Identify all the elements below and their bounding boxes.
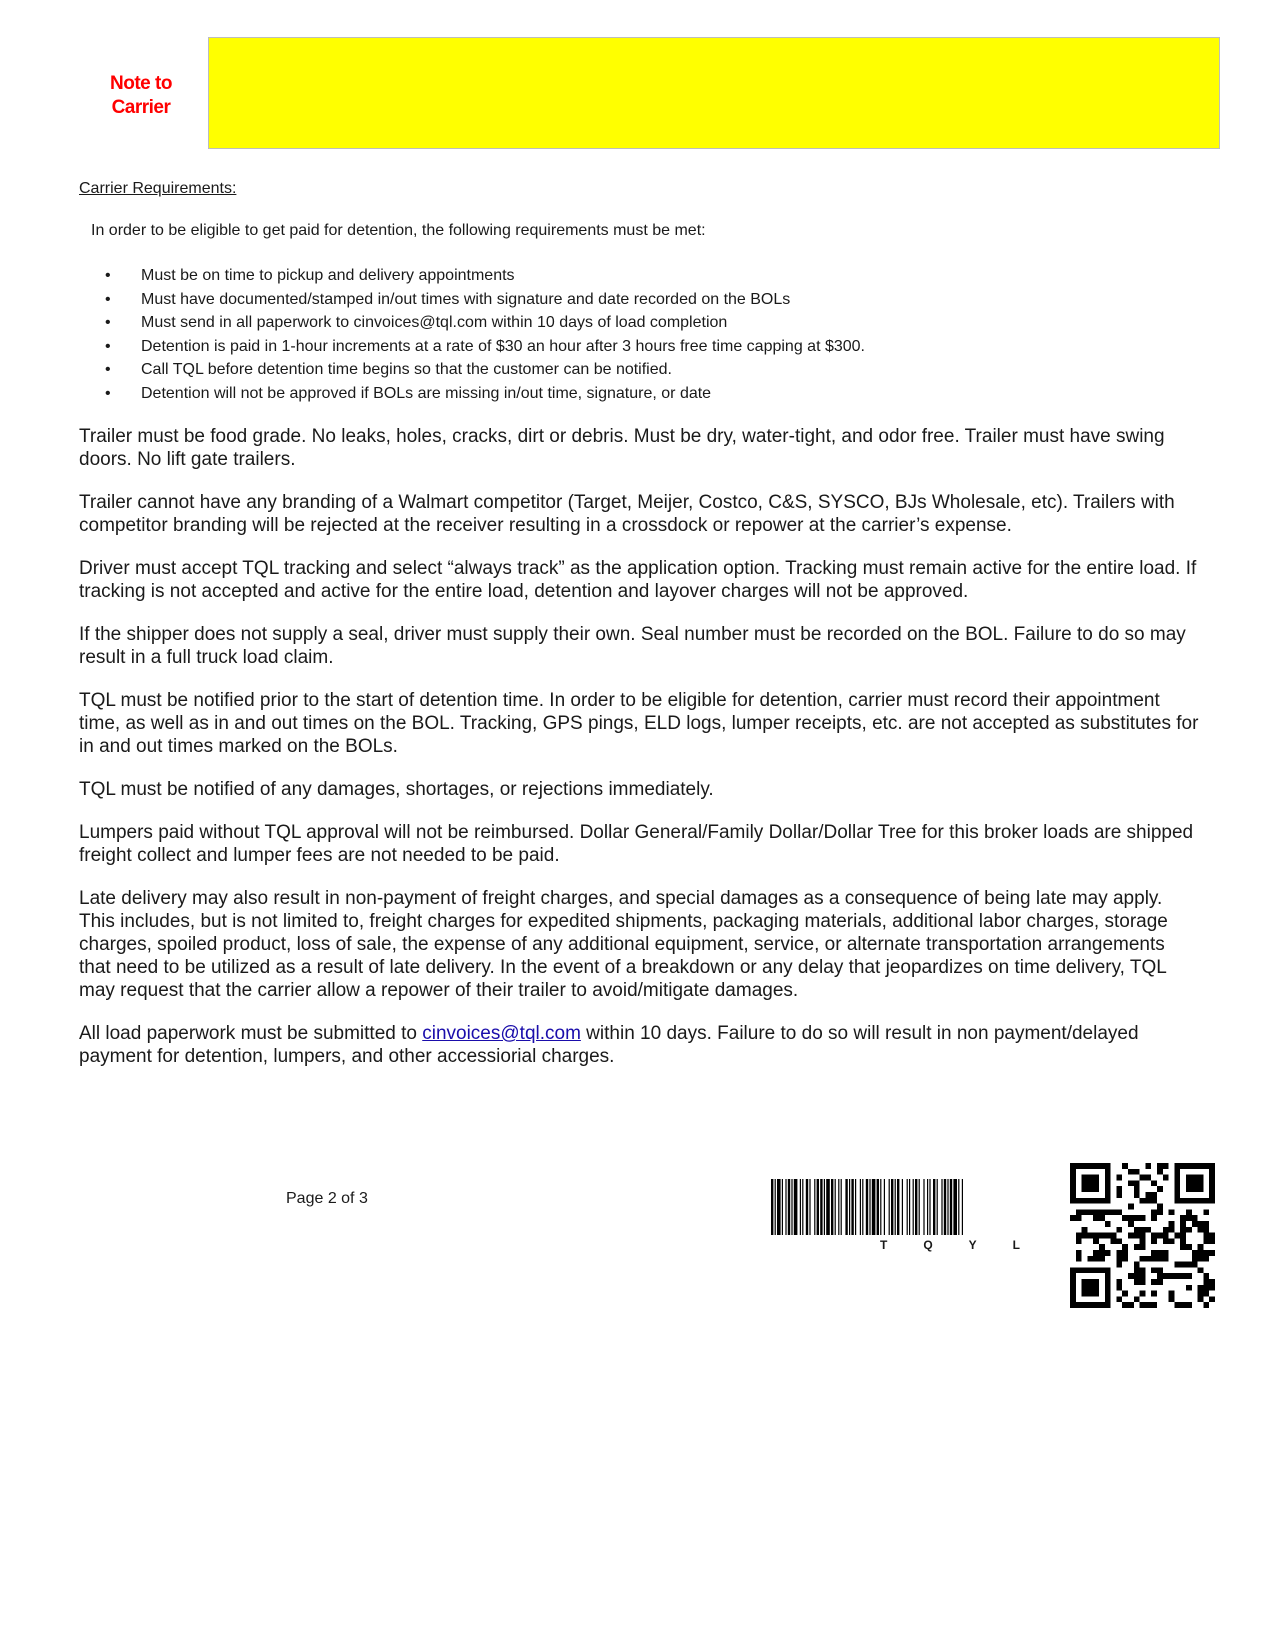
barcode-icon [771,1179,1056,1235]
qr-code-icon [1070,1163,1215,1308]
requirements-list [105,264,865,405]
requirement-text: Call TQL before detention time begins so that the customer can be notified. [141,361,672,378]
paperwork-text-before: All load paperwork must be submitted to [79,1023,423,1044]
requirements-intro: In order to be eligible to get paid for detention, the following requirements must be met: [91,222,706,239]
requirement-text: Must have documented/stamped in/out times with signature and date recorded on the BOLs [141,290,791,308]
bullet-icon: • [105,337,111,355]
requirement-text: Must be on time to pickup and delivery appointments [141,267,515,284]
cinvoices-email-link[interactable]: cinvoices@tql.com [422,1023,581,1044]
carrier-requirements-heading: Carrier Requirements: [79,180,237,197]
requirement-text: Must send in all paperwork to cinvoices@tql.com within 10 days of load completion [141,314,728,331]
note-to-carrier-label [86,72,196,120]
requirement-text: Detention will not be approved if BOLs are missing in/out time, signature, or date [141,384,712,402]
paragraph-damages: TQL must be notified of any damages, shortages, or rejections immediately. [79,779,714,800]
paragraph-detention-notice: TQL must be notified prior to the start of detention time. In order to be eligible for detention, carrier must record their appointment time, as well as in and out times on the BOL. Tracking, GPS pings, ELD logs, lumper receipts, etc. are not accepted as substitutes for in and out times marked on the BOLs. [79,690,1199,757]
requirement-item [105,288,865,312]
terms-body [79,425,1199,1088]
requirement-text: Detention is paid in 1-hour increments at a rate of $30 an hour after 3 hours free time capping at $300. [141,337,865,355]
bullet-icon: • [105,290,111,308]
paragraph-paperwork [79,1022,1199,1068]
paperwork-text-after: within 10 days. Failure to do so will result in non payment/delayed payment for detention, lumpers, and other accessiorial charges. [79,1023,1139,1067]
bullet-icon: • [105,384,111,402]
paragraph-seal: If the shipper does not supply a seal, driver must supply their own. Seal number must be recorded on the BOL. Failure to do so may result in a full truck load claim. [79,624,1186,668]
paragraph-tracking: Driver must accept TQL tracking and select “always track” as the application option. Tracking must remain active for the entire load. If tracking is not accepted and active for the entire load, detention and layover charges will not be approved. [79,558,1197,602]
paragraph-lumpers: Lumpers paid without TQL approval will not be reimbursed. Dollar General/Family Dollar/Dollar Tree for this broker loads are shipped freight collect and lumper fees are not needed to be paid. [79,822,1194,866]
paragraph-competitor-branding: Trailer cannot have any branding of a Walmart competitor (Target, Meijer, Costco, C&S, SYSCO, BJs Wholesale, etc). Trailers with competitor branding will be rejected at the receiver resulting in a crossdock or repower at the carrier’s expense. [79,492,1175,536]
note-to-carrier-box [208,37,1220,149]
barcode-char: Q [923,1238,933,1252]
note-label-line1: Note to [110,73,172,94]
barcode-char: Y [968,1238,977,1252]
requirement-item [105,358,865,382]
bullet-icon: • [105,314,111,331]
paragraph-trailer-food-grade: Trailer must be food grade. No leaks, holes, cracks, dirt or debris. Must be dry, water-tight, and odor free. Trailer must have swing doors. No lift gate trailers. [79,426,1165,470]
barcode-char: T [880,1238,888,1252]
page-number: Page 2 of 3 [286,1190,368,1207]
requirement-item [105,311,865,335]
requirement-item [105,382,865,406]
requirement-item [105,335,865,359]
bullet-icon: • [105,267,111,284]
barcode-char: L [1012,1238,1020,1252]
requirement-item [105,264,865,288]
paragraph-late-delivery: Late delivery may also result in non-payment of freight charges, and special damages as a consequence of being late may apply. This includes, but is not limited to, freight charges for expedited shipments, packaging materials, additional labor charges, storage charges, spoiled product, loss of sale, the expense of any additional equipment, service, or alternate transportation arrangements that need to be utilized as a result of late delivery. In the event of a breakdown or any delay that jeopardizes on time delivery, TQL may request that the carrier allow a repower of their trailer to avoid/mitigate damages. [79,888,1168,1001]
bullet-icon: • [105,361,111,378]
barcode-text [880,1238,1020,1252]
note-label-line2: Carrier [111,97,171,118]
